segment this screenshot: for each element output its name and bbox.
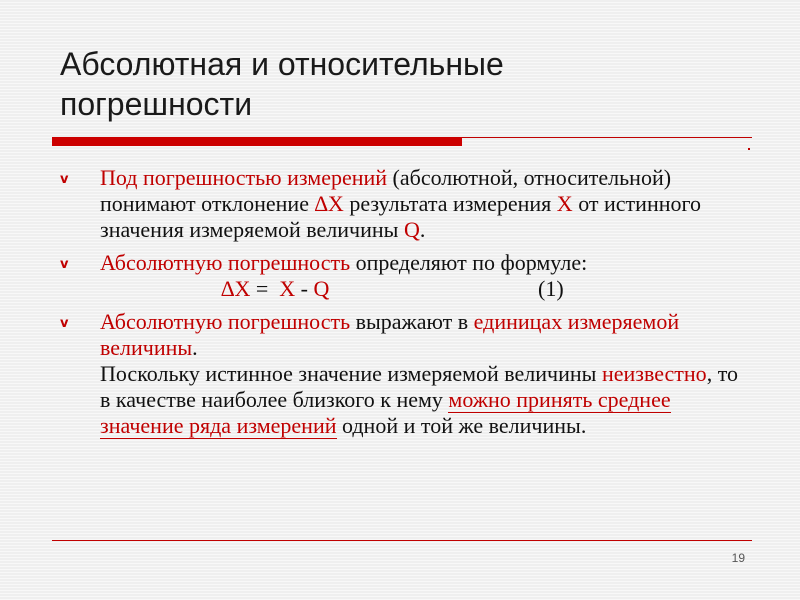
bullet-text: выражают в [350, 309, 474, 334]
bullet-text: от истинного значения измеряемой величины [100, 191, 701, 242]
bullet-text: Поскольку истинное значение измеряемой величины [100, 361, 602, 386]
bullet-text: , то в качестве наиболее близкого к нему [100, 361, 739, 412]
symbol-q: Q [403, 217, 420, 242]
bullet-item-definition [60, 165, 750, 243]
title-accent-bar [52, 137, 462, 146]
formula-q: Q [313, 276, 330, 301]
bullet-check-icon: v [60, 257, 69, 272]
term-measurement-error: Под погрешностью измерений [100, 165, 388, 190]
bullet-item-units [60, 309, 750, 439]
bullet-text: результата измерения [343, 191, 557, 216]
bullet-check-icon: v [60, 172, 69, 187]
slide-title: Абсолютная и относительные погрешности [60, 46, 504, 122]
term-absolute-error: Абсолютную погрешность [100, 309, 351, 334]
symbol-x: X [556, 191, 573, 216]
formula-line [100, 276, 750, 302]
term-unknown: неизвестно [601, 361, 707, 386]
formula-expression [221, 276, 329, 302]
formula-x: X [279, 276, 296, 301]
formula-equals: = [250, 276, 280, 301]
symbol-delta-x: ∆X [314, 191, 344, 216]
bullet-text: . [419, 217, 426, 242]
term-absolute-error: Абсолютную погрешность [100, 250, 351, 275]
bullet-text: (абсолютной, относительной) понимают отклонение [100, 165, 672, 216]
formula-minus: - [295, 276, 314, 301]
formula-lhs: ∆X [221, 276, 251, 301]
bullet-text: . [192, 335, 198, 360]
page-number: 19 [731, 551, 745, 565]
bullet-item-formula [60, 250, 750, 302]
bullet-text: одной и той же величины. [336, 413, 587, 438]
bullet-text: определяют по формуле: [350, 250, 588, 275]
slide-body [60, 165, 750, 446]
footer-rule [52, 540, 752, 541]
term-units: единицах измеряемой величины [100, 309, 680, 360]
title-accent-dot [748, 148, 750, 150]
formula-number: (1) [538, 276, 564, 301]
term-mean-value: можно принять среднее значение ряда измерений [100, 387, 671, 438]
bullet-check-icon: v [60, 316, 69, 331]
